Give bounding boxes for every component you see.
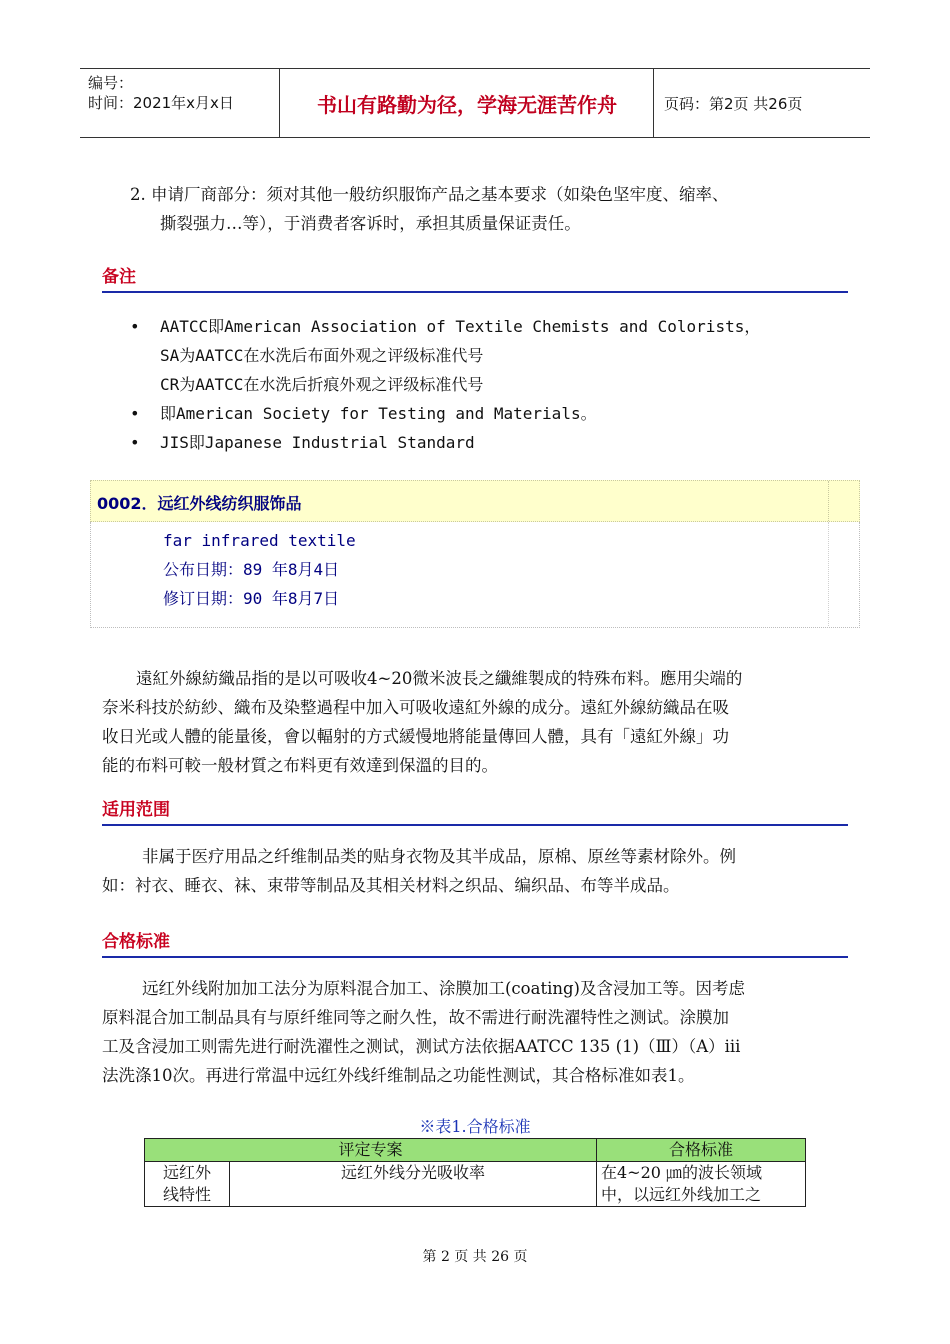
bullet-icon: •: [130, 317, 140, 336]
note-sa: SA为AATCC在水洗后布面外观之评级标准代号: [160, 346, 484, 365]
section-published-date: 公布日期：89 年8月4日: [163, 560, 340, 579]
notes-heading: 备注: [102, 262, 848, 293]
table-cell-criteria: [597, 1162, 806, 1207]
item2-paragraph: [130, 180, 729, 238]
table-cell-item: 远红外线分光吸收率: [230, 1162, 597, 1207]
note-jis: JIS即Japanese Industrial Standard: [160, 433, 475, 452]
col-header-item: 评定专案: [145, 1139, 597, 1162]
page-footer: 第 2 页 共 26 页: [422, 1249, 528, 1265]
header-motto: 书山有路勤为径，学海无涯苦作舟: [281, 69, 654, 137]
section-title: 0002．远红外线纺织服饰品: [97, 494, 302, 513]
scope-paragraph: [102, 842, 736, 900]
item2-line1: 2. 申请厂商部分：须对其他一般纺织服饰产品之基本要求（如染色坚牢度、缩率、: [130, 185, 729, 204]
notes-list: [130, 312, 760, 457]
item2-line2: 撕裂强力…等），于消费者客诉时，承担其质量保证责任。: [160, 214, 581, 233]
scope-heading: 适用范围: [102, 795, 848, 826]
number-label: 编号：: [88, 74, 134, 92]
standard-paragraph: [102, 974, 745, 1090]
table-cell-category: [145, 1162, 230, 1207]
standard-line2: 原料混合加工制品具有与原纤维同等之耐久性，故不需进行耐洗濯特性之测试。涂膜加: [102, 1008, 729, 1027]
header-meta: [80, 69, 280, 137]
standard-line4: 法洗涤10次。再进行常温中远红外线纤维制品之功能性测试，其合格标准如表1。: [102, 1066, 695, 1085]
intro-line2: 奈米科技於紡紗、織布及染整過程中加入可吸收遠紅外線的成分。遠紅外線紡織品在吸: [102, 698, 729, 717]
bullet-icon: •: [130, 404, 140, 423]
list-item: [130, 428, 760, 457]
intro-paragraph: [102, 664, 742, 780]
col-header-criteria: 合格标准: [597, 1139, 806, 1162]
note-cr: CR为AATCC在水洗后折痕外观之评级标准代号: [160, 375, 484, 394]
category-line2: 线特性: [162, 1185, 211, 1204]
section-revised-date: 修订日期：90 年8月7日: [163, 589, 340, 608]
intro-line3: 收日光或人體的能量後，會以輻射的方式緩慢地將能量傳回人體，具有「遠紅外線」功: [102, 727, 729, 746]
divider: [828, 522, 829, 626]
table-caption: ※表1.合格标准: [419, 1117, 531, 1136]
scope-line2: 如：衬衣、睡衣、袜、束带等制品及其相关材料之织品、编织品、布等半成品。: [102, 876, 680, 895]
section-info: [163, 526, 356, 613]
standard-line1: 远红外线附加加工法分为原料混合加工、涂膜加工(coating)及含浸加工等。因考虑: [142, 979, 745, 998]
intro-line1: 遠紅外線紡織品指的是以可吸收4~20微米波長之纖維製成的特殊布料。應用尖端的: [136, 669, 743, 688]
category-line1: 远红外: [162, 1163, 211, 1182]
list-item: [130, 399, 760, 428]
note-aatcc: AATCC即American Association of Textile Chemists and Colorists，: [160, 317, 761, 336]
section-english-name: far infrared textile: [163, 531, 356, 550]
header-page-info: 页码：第2页 共26页: [664, 94, 803, 113]
divider: [828, 481, 829, 521]
standards-table: [144, 1138, 806, 1207]
scope-line1: 非属于医疗用品之纤维制品类的贴身衣物及其半成品，原棉、原丝等素材除外。例: [142, 847, 736, 866]
criteria-line2: 中，以远红外线加工之: [601, 1185, 762, 1204]
bullet-icon: •: [130, 433, 140, 452]
criteria-line1: 在4~20 ㎛的波长领域: [601, 1163, 763, 1182]
standard-heading: 合格标准: [102, 927, 848, 958]
page-header: [80, 68, 870, 138]
time-label: 时间：2021年x月x日: [88, 94, 234, 112]
note-astm: 即American Society for Testing and Materials。: [160, 404, 597, 423]
table-header-row: [145, 1139, 806, 1162]
section-title-box: [90, 480, 860, 522]
standard-line3: 工及含浸加工则需先进行耐洗濯性之测试，测试方法依据AATCC 135 (1)（Ⅲ）（A）iii: [102, 1037, 741, 1056]
section-info-box: [90, 522, 860, 628]
intro-line4: 能的布料可較一般材質之布料更有效達到保溫的目的。: [102, 756, 498, 775]
table-row: [145, 1162, 806, 1207]
list-item: [130, 312, 760, 399]
